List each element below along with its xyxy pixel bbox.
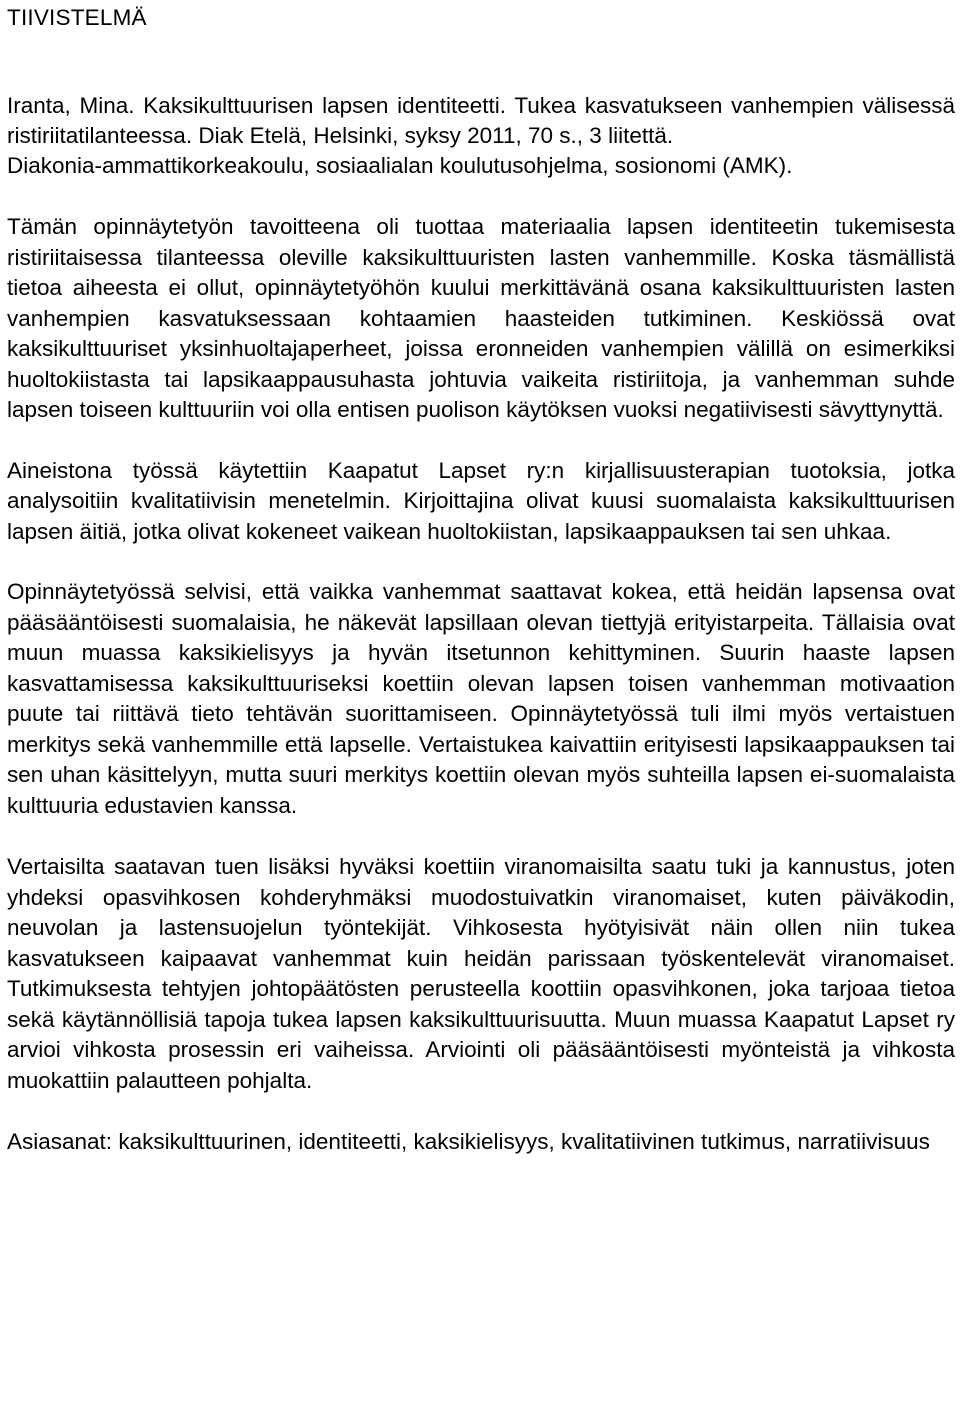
degree-programme-line: Diakonia-ammattikorkeakoulu, sosiaalialan koulutusohjelma, sosionomi (AMK). xyxy=(7,153,793,178)
page-title: TIIVISTELMÄ xyxy=(7,5,147,30)
paragraph-findings: Opinnäytetyössä selvisi, että vaikka vanhemmat saattavat kokea, että heidän lapsensa ovat pääsääntöisesti suomalaisia, he näkevät lapsillaan olevan tiettyjä erityistarpeita. Tällaisia ovat muun muassa kaksikielisyys ja hyvän itsetunnon kehittyminen. Suurin haaste lapsen kasvattamisessa kaksikulttuuriseksi koettiin olevan lapsen toisen vanhemman motivaation puute tai riittävä tieto tehtävän suorittamiseen. Opinnäytetyössä tuli ilmi myös vertaistuen merkitys sekä vanhemmille että lapselle. Vertaistukea kaivattiin erityisesti lapsikaappauksen tai sen uhan käsittelyyn, mutta suuri merkitys koettiin olevan myös suhteilla lapsen ei-suomalaista kulttuuria edustavien kanssa. xyxy=(7,579,955,818)
paragraph-material: Aineistona työssä käytettiin Kaapatut Lapset ry:n kirjallisuusterapian tuotoksia, jotka analysoitiin kvalitatiivisin menetelmin. Kirjoittajina olivat kuusi suomalaista kaksikulttuurisen lapsen äitiä, jotka olivat kokeneet vaikean huoltokiistan, lapsikaappauksen tai sen uhkaa. xyxy=(7,457,955,544)
paragraph-outcome: Vertaisilta saatavan tuen lisäksi hyväksi koettiin viranomaisilta saatu tuki ja kannustus, joten yhdeksi opasvihkosen kohderyhmäksi muodostuivatkin viranomaiset, kuten päiväkodin, neuvolan ja lastensuojelun työntekijät. Vihkosesta hyötyisivät näin ollen niin tukea kasvatukseen kaipaavat vanhemmat kuin heidän parissaan työskentelevät viranomaiset. Tutkimuksesta tehtyjen johtopäätösten perusteella koottiin opasvihkonen, joka tarjoaa tietoa sekä käytännöllisiä tapoja tukea lapsen kaksikulttuurisuutta. Muun muassa Kaapatut Lapset ry arvioi vihkosta prosessin eri vaiheissa. Arviointi oli pääsääntöisesti myönteistä ja vihkosta muokattiin palautteen pohjalta. xyxy=(7,854,955,1093)
abstract-page xyxy=(7,0,955,1158)
keywords: Asiasanat: kaksikulttuurinen, identiteetti, kaksikielisyys, kvalitatiivinen tutkimus, narratiivisuus xyxy=(7,1129,930,1154)
bibliographic-info xyxy=(7,91,955,181)
citation-line: Iranta, Mina. Kaksikulttuurisen lapsen identiteetti. Tukea kasvatukseen vanhempien välisessä ristiriitatilanteessa. Diak Etelä, Helsinki, syksy 2011, 70 s., 3 liitettä. xyxy=(7,93,955,148)
paragraph-objective: Tämän opinnäytetyön tavoitteena oli tuottaa materiaalia lapsen identiteetin tukemisesta ristiriitaisessa tilanteessa oleville kaksikulttuuristen lasten vanhemmille. Koska täsmällistä tietoa aiheesta ei ollut, opinnäytetyöhön kuului merkittävänä osana kaksikulttuuristen lasten vanhempien kasvatuksessaan kohtaamien haasteiden tutkiminen. Keskiössä ovat kaksikulttuuriset yksinhuoltajaperheet, joissa eronneiden vanhempien välillä on esimerkiksi huoltokiistasta tai lapsikaappausuhasta johtuvia vaikeita ristiriitoja, ja vanhemman suhde lapsen toiseen kulttuuriin voi olla entisen puolison käytöksen vuoksi negatiivisesti sävyttynyttä. xyxy=(7,214,955,422)
